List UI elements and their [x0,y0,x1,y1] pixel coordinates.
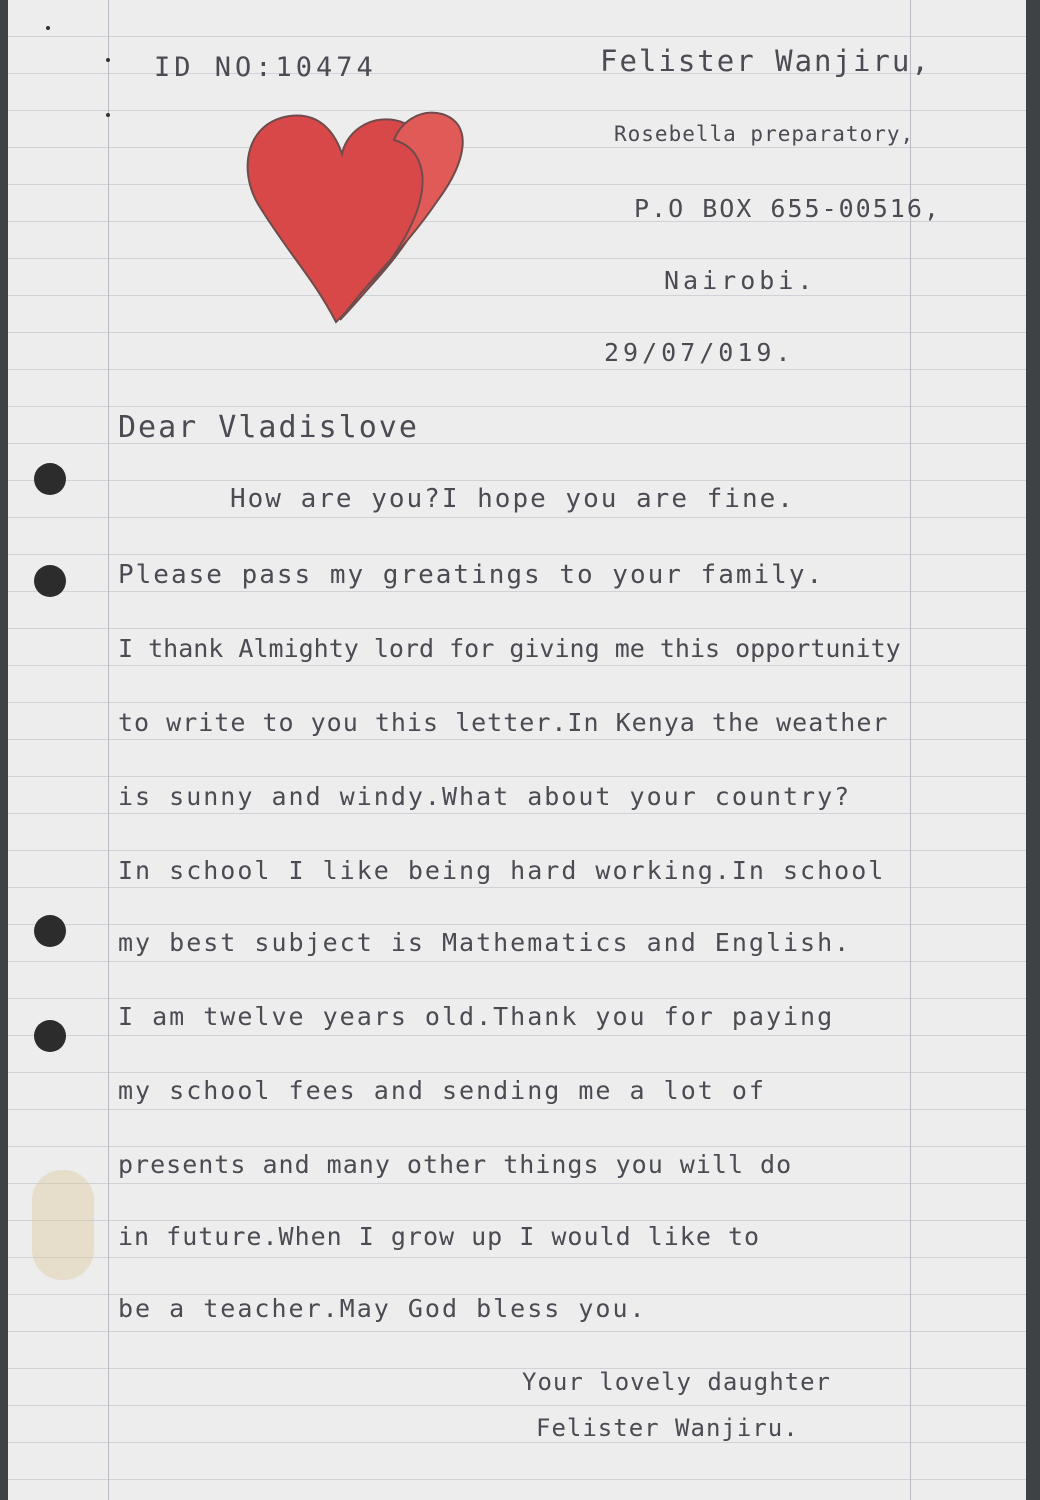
letter-page [8,0,1026,1500]
left-margin-line [108,0,109,1500]
body-line: I thank Almighty lord for giving me this opportunity [118,634,901,663]
heart-drawing [234,100,484,335]
binder-hole [34,1020,66,1052]
body-line: presents and many other things you will do [118,1150,793,1179]
id-number: ID NO:10474 [154,52,377,83]
body-line: How are you?I hope you are fine. [230,484,795,514]
closing-signature: Felister Wanjiru. [536,1414,799,1442]
school-name: Rosebella preparatory, [614,122,915,146]
binder-hole [34,565,66,597]
closing-line: Your lovely daughter [522,1368,831,1396]
paper-stain [32,1170,94,1280]
body-line: in future.When I grow up I would like to [118,1222,761,1251]
binder-hole [34,463,66,495]
city: Nairobi. [664,266,817,295]
pen-dot [106,113,110,117]
body-line: I am twelve years old.Thank you for paying [118,1002,835,1031]
letter-date: 29/07/019. [604,338,795,367]
pen-dot [46,26,50,30]
binder-hole [34,915,66,947]
pen-dot [106,58,110,62]
body-line: to write to you this letter.In Kenya the weather [118,708,889,737]
body-line: In school I like being hard working.In school [118,856,886,885]
po-box: P.O BOX 655-00516, [634,194,941,223]
body-line: my best subject is Mathematics and English. [118,928,852,957]
body-line: Please pass my greatings to your family. [118,560,825,590]
body-line: is sunny and windy.What about your country? [118,782,852,811]
body-line: be a teacher.May God bless you. [118,1294,647,1323]
body-line: my school fees and sending me a lot of [118,1076,766,1105]
sender-name: Felister Wanjiru, [600,44,931,78]
right-margin-line [910,0,911,1500]
salutation: Dear Vladislove [118,410,419,445]
